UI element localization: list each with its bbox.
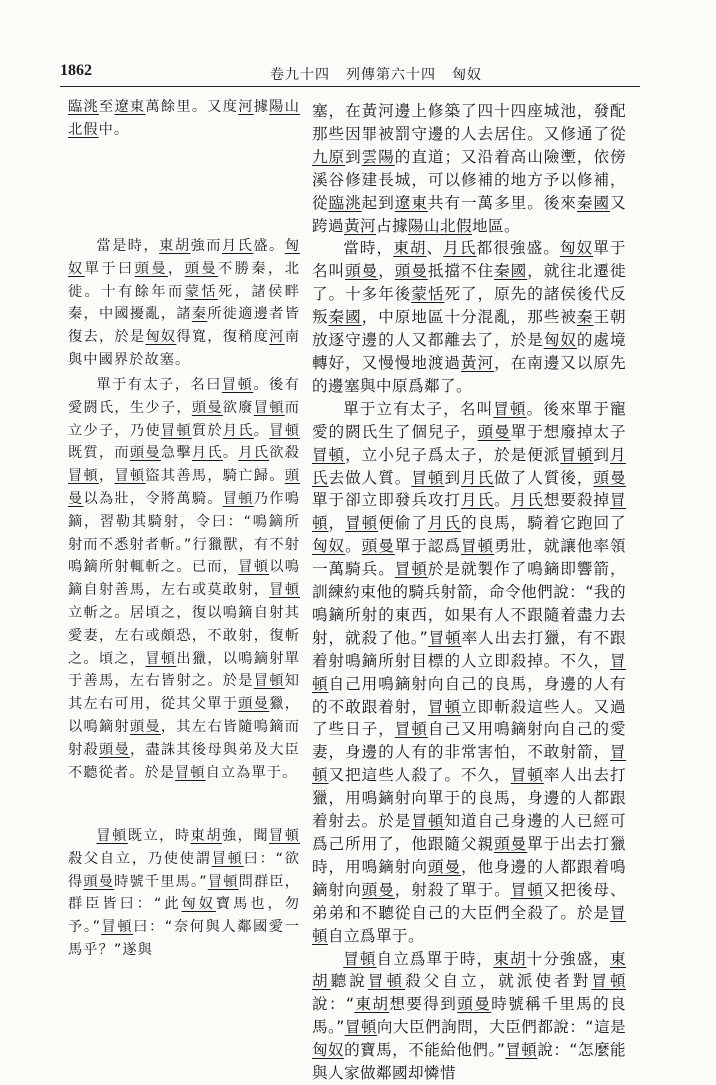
proper-noun: 頭曼 xyxy=(83,873,115,890)
proper-noun: 黃河 xyxy=(461,353,495,372)
text-run: 自立爲單于。 xyxy=(328,926,424,945)
text-run: 共有一萬多里。後來 xyxy=(427,193,577,212)
text-run: 死了，原先的諸侯後代反叛 xyxy=(312,285,626,327)
text-run: ，盡誅其後母與弟及大臣不聽從者。於是 xyxy=(68,741,301,781)
text-run: 的處境轉好，又慢慢地渡過 xyxy=(312,331,626,372)
proper-noun: 東胡 xyxy=(159,238,191,254)
text-run: 知其左右可用，從其父單于 xyxy=(68,673,301,713)
text-run: 去做人質。 xyxy=(328,468,412,487)
proper-noun: 冒頓 xyxy=(253,673,285,690)
proper-noun: 冒頓 xyxy=(211,850,244,867)
text-run: 單于想廢掉太子 xyxy=(510,422,626,441)
text-run: 都很強盛。 xyxy=(476,239,560,258)
proper-noun: 月氏 xyxy=(191,445,223,462)
text-run: 說：“ xyxy=(312,995,355,1014)
classical-paragraph-1 xyxy=(68,96,300,142)
text-run: 起到 xyxy=(361,193,395,212)
text-run: ， xyxy=(168,260,185,277)
proper-noun: 冒頓 xyxy=(344,1018,377,1037)
text-run: 當時， xyxy=(343,239,394,258)
text-run: 又跨過 xyxy=(312,193,626,235)
proper-noun: 冒頓 xyxy=(312,491,626,533)
text-run: ，射殺了單于。 xyxy=(394,880,511,899)
text-run: 到 xyxy=(593,445,610,464)
proper-noun: 雲陽 xyxy=(361,147,395,166)
proper-noun: 頭曼 xyxy=(494,835,528,853)
proper-noun: 陽山 xyxy=(269,99,300,115)
proper-noun: 冒頓 xyxy=(345,514,379,533)
text-run: 單于卻立即發兵攻打 xyxy=(312,491,461,510)
text-run: 聽說 xyxy=(330,972,368,991)
text-run: 出獵，以鳴鏑射單于善馬，左右皆射之。於是 xyxy=(68,650,300,690)
proper-noun: 臨洮 xyxy=(328,193,362,212)
proper-noun: 冒頓 xyxy=(510,766,544,785)
proper-noun: 頭曼 xyxy=(477,422,511,441)
translation-paragraph-1 xyxy=(312,100,626,237)
proper-noun: 冒頓 xyxy=(510,880,544,899)
proper-noun: 頭曼 xyxy=(345,262,379,281)
text-run: 欲廢 xyxy=(222,399,254,416)
text-run: 想要殺掉 xyxy=(543,491,610,510)
running-head-section: 匈奴 xyxy=(452,67,482,83)
text-run: 單于出去打獵時，用鳴鏑射向 xyxy=(312,835,626,876)
proper-noun: 東胡 xyxy=(393,239,427,258)
text-run: 塞，在黃河邊上修築了四十四座城池，發配那些因罪被罰守邊的人去居住。又修通了從 xyxy=(312,102,626,143)
text-run: 說：“怎麼能與人家做鄰國却憐惜 xyxy=(312,1041,626,1083)
proper-noun: 匈奴 xyxy=(68,238,301,277)
text-run: ，在南邊又以原先的邊塞與中原爲鄰了。 xyxy=(312,353,626,395)
proper-noun: 月氏 xyxy=(427,514,462,533)
proper-noun: 匈奴 xyxy=(559,239,594,258)
text-run: 到 xyxy=(345,147,362,166)
proper-noun: 月氏 xyxy=(461,468,495,487)
proper-noun: 冒頓 xyxy=(312,743,626,785)
proper-noun: 頭曼 xyxy=(68,468,301,507)
text-run: 。 xyxy=(494,491,511,510)
proper-noun: 北假 xyxy=(68,121,99,138)
text-run: 想要得到 xyxy=(389,995,458,1014)
proper-noun: 冒頓 xyxy=(312,903,626,945)
text-run: ，就往北遷徙了。十多年後 xyxy=(312,262,626,304)
proper-noun: 月氏 xyxy=(222,422,254,439)
proper-noun: 冒頓 xyxy=(222,490,254,507)
proper-noun: 月氏 xyxy=(460,491,495,510)
proper-noun: 頭曼 xyxy=(129,718,161,735)
text-run: 自立為單于。 xyxy=(205,764,298,781)
text-run: 時號稱千里馬的良馬。” xyxy=(312,995,626,1037)
proper-noun: 冒頓 xyxy=(560,445,594,464)
proper-noun: 匈奴 xyxy=(312,1041,345,1060)
proper-noun: 頭曼 xyxy=(361,537,395,556)
proper-noun: 冒頓 xyxy=(461,537,495,556)
text-run: 據 xyxy=(253,99,270,115)
text-run: 寶馬也，勿予。” xyxy=(68,896,300,936)
text-run: 自己用鳴鏑射向自己的良馬，身邊的人有的不敢跟着射， xyxy=(312,674,626,716)
proper-noun: 月氏 xyxy=(312,445,626,487)
proper-noun: 遼東 xyxy=(394,193,428,212)
text-run: 向大臣們詢問，大臣們都說：“這是 xyxy=(376,1018,626,1037)
proper-noun: 秦國 xyxy=(494,262,528,281)
text-run: 立即斬殺這些人。又過了些日子， xyxy=(312,697,626,739)
proper-noun: 匈奴 xyxy=(145,329,177,346)
text-run: 時號千里馬。” xyxy=(114,873,208,890)
classical-paragraph xyxy=(68,374,300,784)
text-run: ， xyxy=(328,514,346,533)
classical-paragraph xyxy=(68,235,300,372)
proper-noun: 冒頓 xyxy=(101,919,134,936)
proper-noun: 蒙恬 xyxy=(411,285,445,304)
proper-noun: 陽山北假 xyxy=(408,216,472,235)
proper-noun: 東胡 xyxy=(354,995,390,1014)
text-run: 單于曰 xyxy=(84,260,135,277)
proper-noun: 月氏 xyxy=(443,239,477,258)
translation-paragraph-3 xyxy=(312,398,626,948)
proper-noun: 頭曼 xyxy=(98,741,130,758)
proper-noun: 東胡 xyxy=(190,828,222,844)
proper-noun: 頭曼 xyxy=(184,260,219,277)
text-run: 抵擋不住 xyxy=(427,262,495,281)
proper-noun: 匈奴 xyxy=(312,537,346,556)
text-run: 。後有愛閼氏，生少子， xyxy=(68,377,300,416)
running-head-chapter: 列傳第六十四 xyxy=(346,67,436,83)
translation-text-column xyxy=(312,100,626,1085)
proper-noun: 頭曼 xyxy=(134,260,169,277)
proper-noun: 冒頓 xyxy=(114,468,146,485)
proper-noun: 秦 xyxy=(191,306,208,323)
text-run: ，他身邊的人都跟着鳴鏑射向 xyxy=(312,857,626,899)
text-run: 率人出去打獵，用鳴鏑射向單于的良馬，身邊的人都跟着射去。於是 xyxy=(312,766,626,831)
proper-noun: 冒頓 xyxy=(160,422,192,439)
text-run: 率人出去打獵，有不跟着射鳴鏑所射目標的人立即殺掉。不久， xyxy=(312,628,626,670)
proper-noun: 冒頓 xyxy=(238,559,270,576)
proper-noun: 冒頓 xyxy=(269,582,301,599)
proper-noun: 月氏 xyxy=(221,238,254,254)
proper-noun: 頭曼 xyxy=(129,445,161,462)
text-run: 以鳴鏑自射善馬，左右或莫敢射， xyxy=(68,559,301,599)
proper-noun: 冒頓 xyxy=(411,468,445,487)
text-run: 曰：“欲得 xyxy=(68,850,300,890)
proper-noun: 秦國 xyxy=(576,193,610,212)
proper-noun: 冒頓 xyxy=(253,399,285,416)
text-run: 得寬，復稍度 xyxy=(176,329,270,346)
text-run: 中。 xyxy=(98,121,130,138)
text-run: 的直道；又沿着高山險壍，依傍溪谷修建長城，可以修補的地方予以修補，從 xyxy=(312,147,626,212)
text-run: 。後來單于寵愛的閼氏生了個兒子， xyxy=(312,399,626,441)
proper-noun: 冒頓 xyxy=(343,949,377,968)
proper-noun: 頭曼 xyxy=(361,880,395,899)
text-run: 所徙適邊者皆復去，於是 xyxy=(68,306,300,346)
proper-noun: 頭曼 xyxy=(191,399,223,416)
proper-noun: 頭曼 xyxy=(394,262,428,281)
proper-noun: 冒頓 xyxy=(428,628,462,647)
proper-noun: 匈奴 xyxy=(543,331,577,350)
text-run: 而立少子，乃使 xyxy=(68,399,301,439)
text-run: ， xyxy=(378,262,395,281)
text-run: 曰：“奈何與人鄰國愛一馬乎？”遂與 xyxy=(68,919,300,958)
proper-noun: 冒頓 xyxy=(394,560,428,579)
text-run: 單于有太子，名曰 xyxy=(96,377,222,393)
proper-noun: 頭曼 xyxy=(593,468,626,487)
text-run: 南與中國界於故塞。 xyxy=(68,329,300,368)
text-run: 又把後母、弟弟和不聽從自己的大臣們全殺了。於是 xyxy=(312,880,626,922)
classical-paragraph xyxy=(68,825,300,962)
proper-noun: 月氏 xyxy=(510,491,544,510)
text-run: 立斬之。居頃之，復以鳴鏑自射其愛妻，左右或頗恐，不敢射，復斬之。頃之， xyxy=(68,604,300,667)
proper-noun: 冒頓 xyxy=(591,972,626,991)
proper-noun: 遼東 xyxy=(114,99,146,115)
text-run: 盜其善馬，騎亡歸。 xyxy=(145,468,285,485)
text-run: 乃作鳴鏑，習勒其騎射，令曰：“鳴鏑所射而不悉射者斬。”行獵獸，有不射鳴鏑所射輒斬之。已而， xyxy=(68,490,300,576)
text-run: 盛。 xyxy=(253,238,285,254)
text-run: 死，諸侯畔秦，中國擾亂，諸 xyxy=(68,283,300,323)
text-run: 殺父自立，就派使者對 xyxy=(405,972,592,991)
classical-paragraph xyxy=(68,96,300,142)
text-run: 、 xyxy=(426,239,444,258)
text-run: 到 xyxy=(444,468,461,487)
translation-paragraph-4 xyxy=(312,948,626,1085)
proper-noun: 冒頓 xyxy=(505,1041,538,1060)
proper-noun: 月氏 xyxy=(238,445,270,462)
text-run: 。 xyxy=(253,422,270,439)
text-run: 急擊 xyxy=(160,445,192,462)
text-run: 知道自己身邊的人已經可爲己所用了，他跟隨父親 xyxy=(312,812,626,853)
proper-noun: 匈奴 xyxy=(181,896,216,913)
proper-noun: 冒頓 xyxy=(394,720,428,739)
text-run: 。 xyxy=(345,537,362,556)
proper-noun: 蒙恬 xyxy=(184,283,219,300)
text-run: 單于名叫 xyxy=(312,239,626,281)
proper-noun: 冒頓 xyxy=(175,764,206,781)
proper-noun: 冒頓 xyxy=(493,399,527,418)
text-run: 十分強盛， xyxy=(526,949,610,968)
proper-noun: 冒頓 xyxy=(221,377,254,393)
proper-noun: 冒頓 xyxy=(411,812,445,831)
text-run: 強，聞 xyxy=(221,828,270,844)
proper-noun: 冒頓 xyxy=(312,651,626,693)
text-run: 殺父自立，乃使使謂 xyxy=(68,850,212,867)
proper-noun: 臨洮 xyxy=(68,99,99,115)
proper-noun: 冒頓 xyxy=(312,445,346,464)
text-run: 至 xyxy=(98,99,115,115)
proper-noun: 冒頓 xyxy=(145,650,177,667)
text-run: 地區。 xyxy=(471,216,520,235)
text-run: ， xyxy=(98,468,115,485)
proper-noun: 冒頓 xyxy=(269,828,300,844)
text-run: 獵，以鳴鏑射 xyxy=(68,696,301,735)
proper-noun: 頭曼 xyxy=(427,857,461,876)
proper-noun: 東胡 xyxy=(312,949,626,991)
text-run: 於是就製作了鳴鏑即響箭，訓練約束他的騎兵射箭，命令他們說：“我的鳴鏑所射的東西，如果有人不跟隨着盡力去射，就殺了他。” xyxy=(312,560,626,647)
text-run: 自立爲單于時， xyxy=(376,949,494,968)
proper-noun: 冒頓 xyxy=(269,422,301,439)
page-number: 1862 xyxy=(60,62,92,79)
proper-noun: 黃河 xyxy=(344,216,376,235)
text-run: 不勝秦，北徙。十有餘年而 xyxy=(68,260,300,300)
text-run: 質於 xyxy=(191,422,223,439)
page-header xyxy=(60,62,640,87)
text-run: 的良馬，騎着它跑回了 xyxy=(461,514,626,533)
classical-paragraph-4 xyxy=(68,825,300,962)
running-head-volume: 卷九十四 xyxy=(270,67,330,83)
text-run: 當是時， xyxy=(96,238,160,254)
proper-noun: 冒頓 xyxy=(207,873,239,890)
proper-noun: 冒頓 xyxy=(68,468,99,485)
text-run: 自己又用鳴鏑射向自己的愛妻，身邊的人有的非常害怕，不敢射箭， xyxy=(312,720,626,762)
text-run: ，中原地區十分混亂，那些被 xyxy=(361,308,577,327)
text-run: 強而 xyxy=(190,238,222,254)
text-run: 做了人質後， xyxy=(494,468,594,487)
proper-noun: 秦國 xyxy=(328,308,362,327)
text-run: 。 xyxy=(222,445,239,462)
text-run: 以為壯，令將萬騎。 xyxy=(83,490,223,507)
text-run: 又把這些人殺了。不久， xyxy=(328,766,511,785)
text-run: ，立小兒子爲太子，於是便派 xyxy=(345,445,561,464)
text-run: 占據 xyxy=(376,216,408,235)
proper-noun: 秦 xyxy=(576,308,594,327)
text-run: 既立，時 xyxy=(127,828,191,844)
text-run: 勇壯，就讓他率領一萬騎兵。 xyxy=(312,537,626,579)
proper-noun: 東胡 xyxy=(493,949,527,968)
running-head xyxy=(270,64,482,84)
text-run: 王朝放逐守邊的人又都離去了，於是 xyxy=(312,308,626,350)
classical-paragraph-2 xyxy=(68,235,300,372)
proper-noun: 頭曼 xyxy=(238,696,270,713)
proper-noun: 河 xyxy=(238,99,254,115)
proper-noun: 頭曼 xyxy=(457,995,492,1014)
proper-noun: 河 xyxy=(269,329,285,346)
text-run: 便偷了 xyxy=(378,514,428,533)
text-run: 問群臣，群臣皆曰：“此 xyxy=(68,873,301,913)
text-run: 單于認爲 xyxy=(394,537,461,556)
text-run: 單于立有太子，名叫 xyxy=(343,399,494,418)
text-run: 萬餘里。又度 xyxy=(145,99,239,115)
proper-noun: 冒頓 xyxy=(427,697,461,716)
text-run: 的寶馬，不能給他們。” xyxy=(344,1041,506,1060)
proper-noun: 冒頓 xyxy=(96,828,128,844)
text-run: ，其左右皆隨鳴鏑而射殺 xyxy=(68,718,301,758)
text-run: 既質，而 xyxy=(68,445,130,462)
text-run: 欲殺 xyxy=(269,445,301,462)
translation-paragraph-2 xyxy=(312,237,626,397)
classical-paragraph-3 xyxy=(68,374,300,784)
proper-noun: 九原 xyxy=(312,147,346,166)
proper-noun: 冒頓 xyxy=(367,972,406,991)
